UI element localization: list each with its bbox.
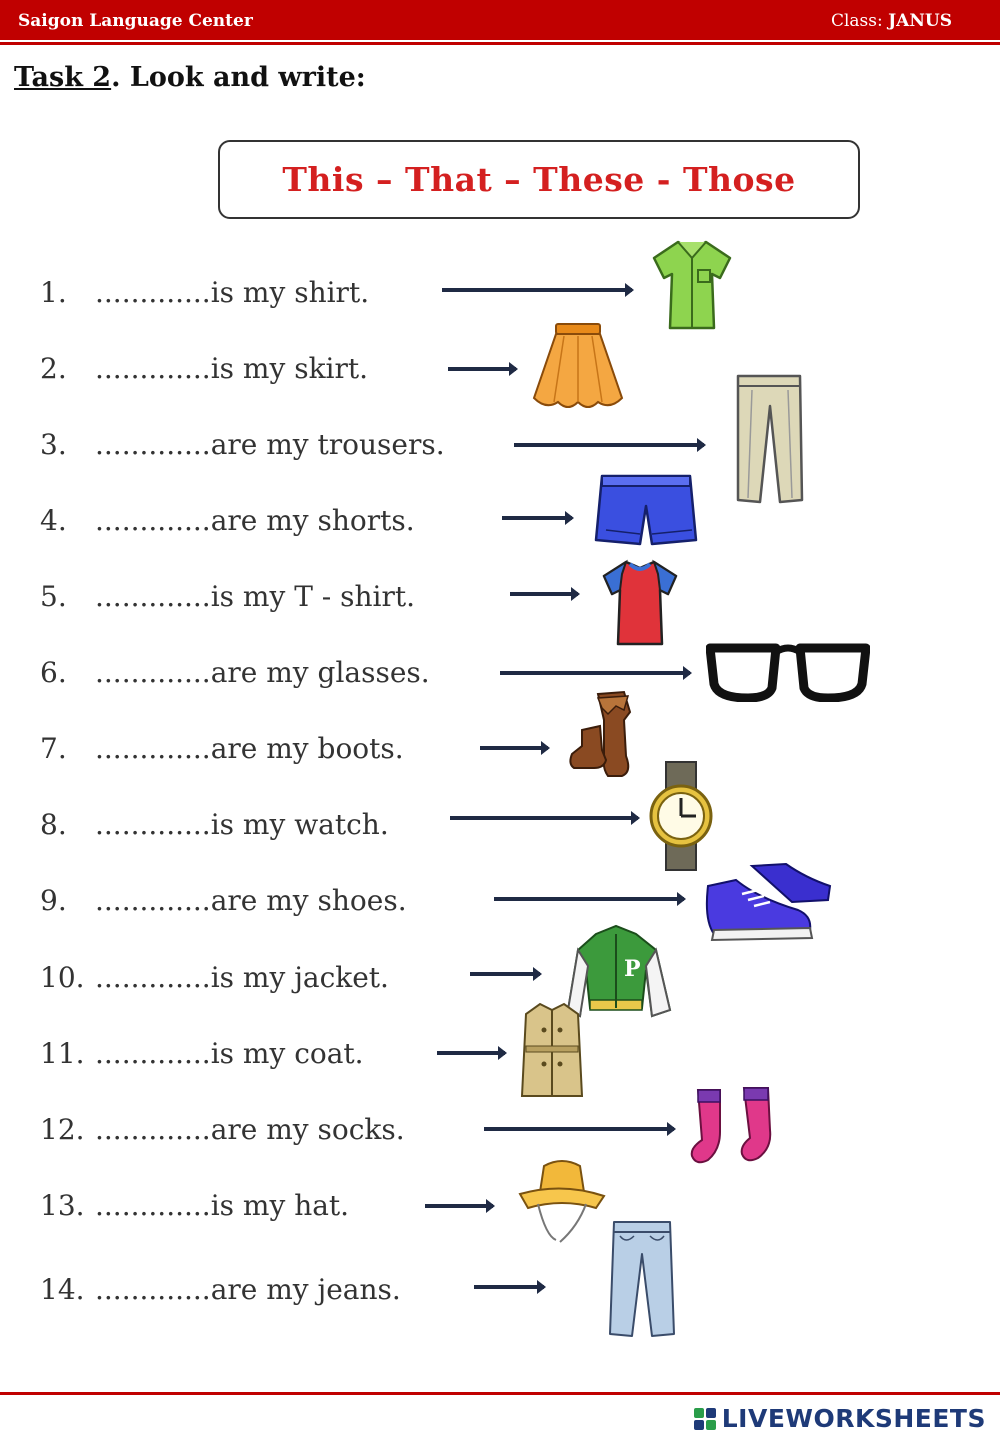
task-instruction: . Look and write: xyxy=(111,62,366,93)
exercise-row-1 xyxy=(40,272,369,312)
item-number: 2. xyxy=(40,351,67,385)
arrow-11 xyxy=(437,1051,505,1055)
word-banner xyxy=(218,140,860,219)
exercise-row-4 xyxy=(40,500,415,540)
skirt-icon xyxy=(530,322,626,412)
item-number: 7. xyxy=(40,731,67,765)
item-sentence[interactable]: .............is my jacket. xyxy=(95,960,389,994)
item-number: 5. xyxy=(40,579,67,613)
item-sentence[interactable]: .............is my shirt. xyxy=(95,275,370,309)
item-sentence[interactable]: .............is my skirt. xyxy=(95,351,369,385)
arrow-9 xyxy=(494,897,684,901)
logo-text: LIVEWORKSHEETS xyxy=(721,1404,986,1433)
liveworksheets-logo xyxy=(694,1404,986,1433)
coat-icon xyxy=(520,1000,584,1102)
class-name: JANUS xyxy=(888,11,952,31)
item-sentence[interactable]: .............is my watch. xyxy=(95,807,389,841)
header-bar xyxy=(0,0,1000,40)
exercise-row-7 xyxy=(40,728,404,768)
arrow-3 xyxy=(514,443,704,447)
item-sentence[interactable]: .............are my jeans. xyxy=(95,1272,401,1306)
exercise-row-3 xyxy=(40,424,445,464)
exercise-row-6 xyxy=(40,652,430,692)
class-label: Class: xyxy=(830,11,883,31)
item-sentence[interactable]: .............is my hat. xyxy=(95,1188,350,1222)
item-sentence[interactable]: .............are my trousers. xyxy=(95,427,445,461)
arrow-10 xyxy=(470,972,540,976)
svg-text:P: P xyxy=(624,956,641,982)
item-number: 10. xyxy=(40,960,85,994)
trousers-icon xyxy=(732,372,808,506)
shorts-icon xyxy=(592,472,700,548)
item-number: 8. xyxy=(40,807,67,841)
arrow-14 xyxy=(474,1285,544,1289)
item-sentence[interactable]: .............are my shorts. xyxy=(95,503,415,537)
banner-text: This – That – These - Those xyxy=(282,160,796,199)
item-number: 11. xyxy=(40,1036,85,1070)
boots-icon xyxy=(566,690,642,780)
task-label: Task 2 xyxy=(14,62,112,93)
item-sentence[interactable]: .............are my boots. xyxy=(95,731,404,765)
shirt-icon xyxy=(648,236,736,336)
exercise-row-12 xyxy=(40,1109,405,1149)
item-number: 12. xyxy=(40,1112,85,1146)
header-divider xyxy=(0,42,1000,45)
exercise-row-9 xyxy=(40,880,407,920)
center-name: Saigon Language Center xyxy=(18,11,253,31)
arrow-12 xyxy=(484,1127,674,1131)
exercise-row-10 xyxy=(40,957,389,997)
arrow-7 xyxy=(480,746,548,750)
class-info xyxy=(831,11,952,31)
item-sentence[interactable]: .............is my T - shirt. xyxy=(95,579,416,613)
exercise-row-5 xyxy=(40,576,415,616)
arrow-8 xyxy=(450,816,638,820)
exercise-row-14 xyxy=(40,1269,401,1309)
t-shirt-icon xyxy=(600,556,680,648)
arrow-6 xyxy=(500,671,690,675)
arrow-13 xyxy=(425,1204,493,1208)
footer-divider xyxy=(0,1392,1000,1395)
shoes-icon xyxy=(702,860,836,944)
arrow-4 xyxy=(502,516,572,520)
exercise-row-2 xyxy=(40,348,368,388)
item-sentence[interactable]: .............are my glasses. xyxy=(95,655,430,689)
arrow-5 xyxy=(510,592,578,596)
item-number: 9. xyxy=(40,883,67,917)
item-number: 4. xyxy=(40,503,67,537)
item-number: 3. xyxy=(40,427,67,461)
arrow-1 xyxy=(442,288,632,292)
item-number: 6. xyxy=(40,655,67,689)
exercise-row-8 xyxy=(40,804,389,844)
item-number: 14. xyxy=(40,1272,85,1306)
logo-grid-icon xyxy=(694,1408,716,1430)
item-number: 13. xyxy=(40,1188,85,1222)
exercise-row-11 xyxy=(40,1033,364,1073)
item-sentence[interactable]: .............are my shoes. xyxy=(95,883,407,917)
jeans-icon xyxy=(604,1218,680,1338)
exercise-row-13 xyxy=(40,1185,349,1225)
item-sentence[interactable]: .............are my socks. xyxy=(95,1112,405,1146)
arrow-2 xyxy=(448,367,516,371)
hat-icon xyxy=(516,1156,608,1248)
watch-icon xyxy=(644,760,718,872)
glasses-icon xyxy=(706,640,870,702)
item-number: 1. xyxy=(40,275,67,309)
socks-icon xyxy=(686,1086,780,1166)
task-title xyxy=(14,62,366,93)
item-sentence[interactable]: .............is my coat. xyxy=(95,1036,364,1070)
